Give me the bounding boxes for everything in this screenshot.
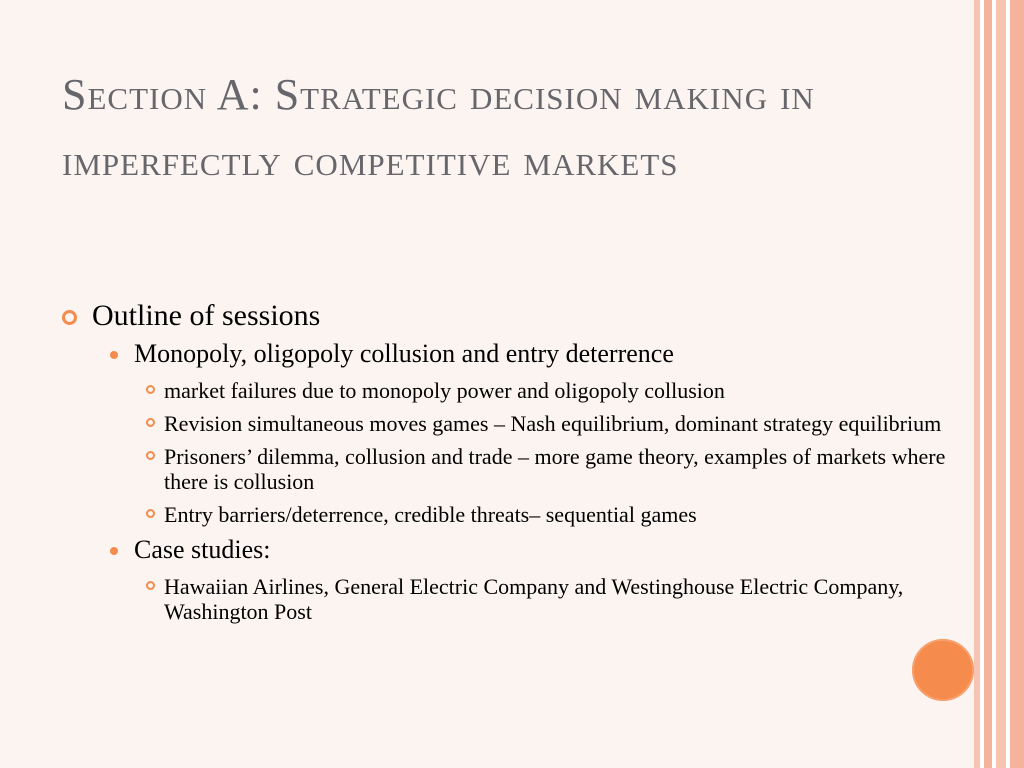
dot-bullet-icon: [110, 547, 118, 555]
list-item: [62, 444, 962, 494]
small-ring-bullet-icon: [146, 385, 155, 394]
group-label: Case studies:: [134, 535, 271, 564]
decorative-stripe: [1010, 0, 1024, 768]
slide-title: Section A: Strategic decision making in imperfectly competitive markets: [62, 70, 815, 185]
bullet-group-monopoly: [62, 338, 962, 370]
list-item-text: Prisoners’ dilemma, collusion and trade – more game theory, examples of markets where there is collusion: [164, 444, 946, 494]
small-ring-bullet-icon: [146, 418, 155, 427]
ring-bullet-icon: [62, 310, 77, 325]
list-item-text: Revision simultaneous moves games – Nash equilibrium, dominant strategy equilibrium: [164, 411, 942, 436]
list-item: [62, 411, 962, 436]
small-ring-bullet-icon: [146, 581, 155, 590]
small-ring-bullet-icon: [146, 451, 155, 460]
list-item-text: Hawaiian Airlines, General Electric Company and Westinghouse Electric Company, Washington Post: [164, 574, 904, 624]
list-item: [62, 378, 962, 403]
small-ring-bullet-icon: [146, 509, 155, 518]
list-item-text: Entry barriers/deterrence, credible threats– sequential games: [164, 502, 697, 527]
orange-circle-icon: [912, 639, 974, 701]
list-item: [62, 502, 962, 527]
group-label: Monopoly, oligopoly collusion and entry deterrence: [134, 339, 674, 368]
slide-body: [62, 296, 962, 624]
decorative-stripe: [984, 0, 992, 768]
decorative-stripe: [996, 0, 1006, 768]
list-item: [62, 574, 962, 624]
outline-heading-text: Outline of sessions: [92, 299, 321, 332]
bullet-outline-heading: [62, 296, 962, 336]
dot-bullet-icon: [110, 351, 118, 359]
list-item-text: market failures due to monopoly power and oligopoly collusion: [164, 378, 725, 403]
bullet-group-case-studies: [62, 534, 962, 566]
